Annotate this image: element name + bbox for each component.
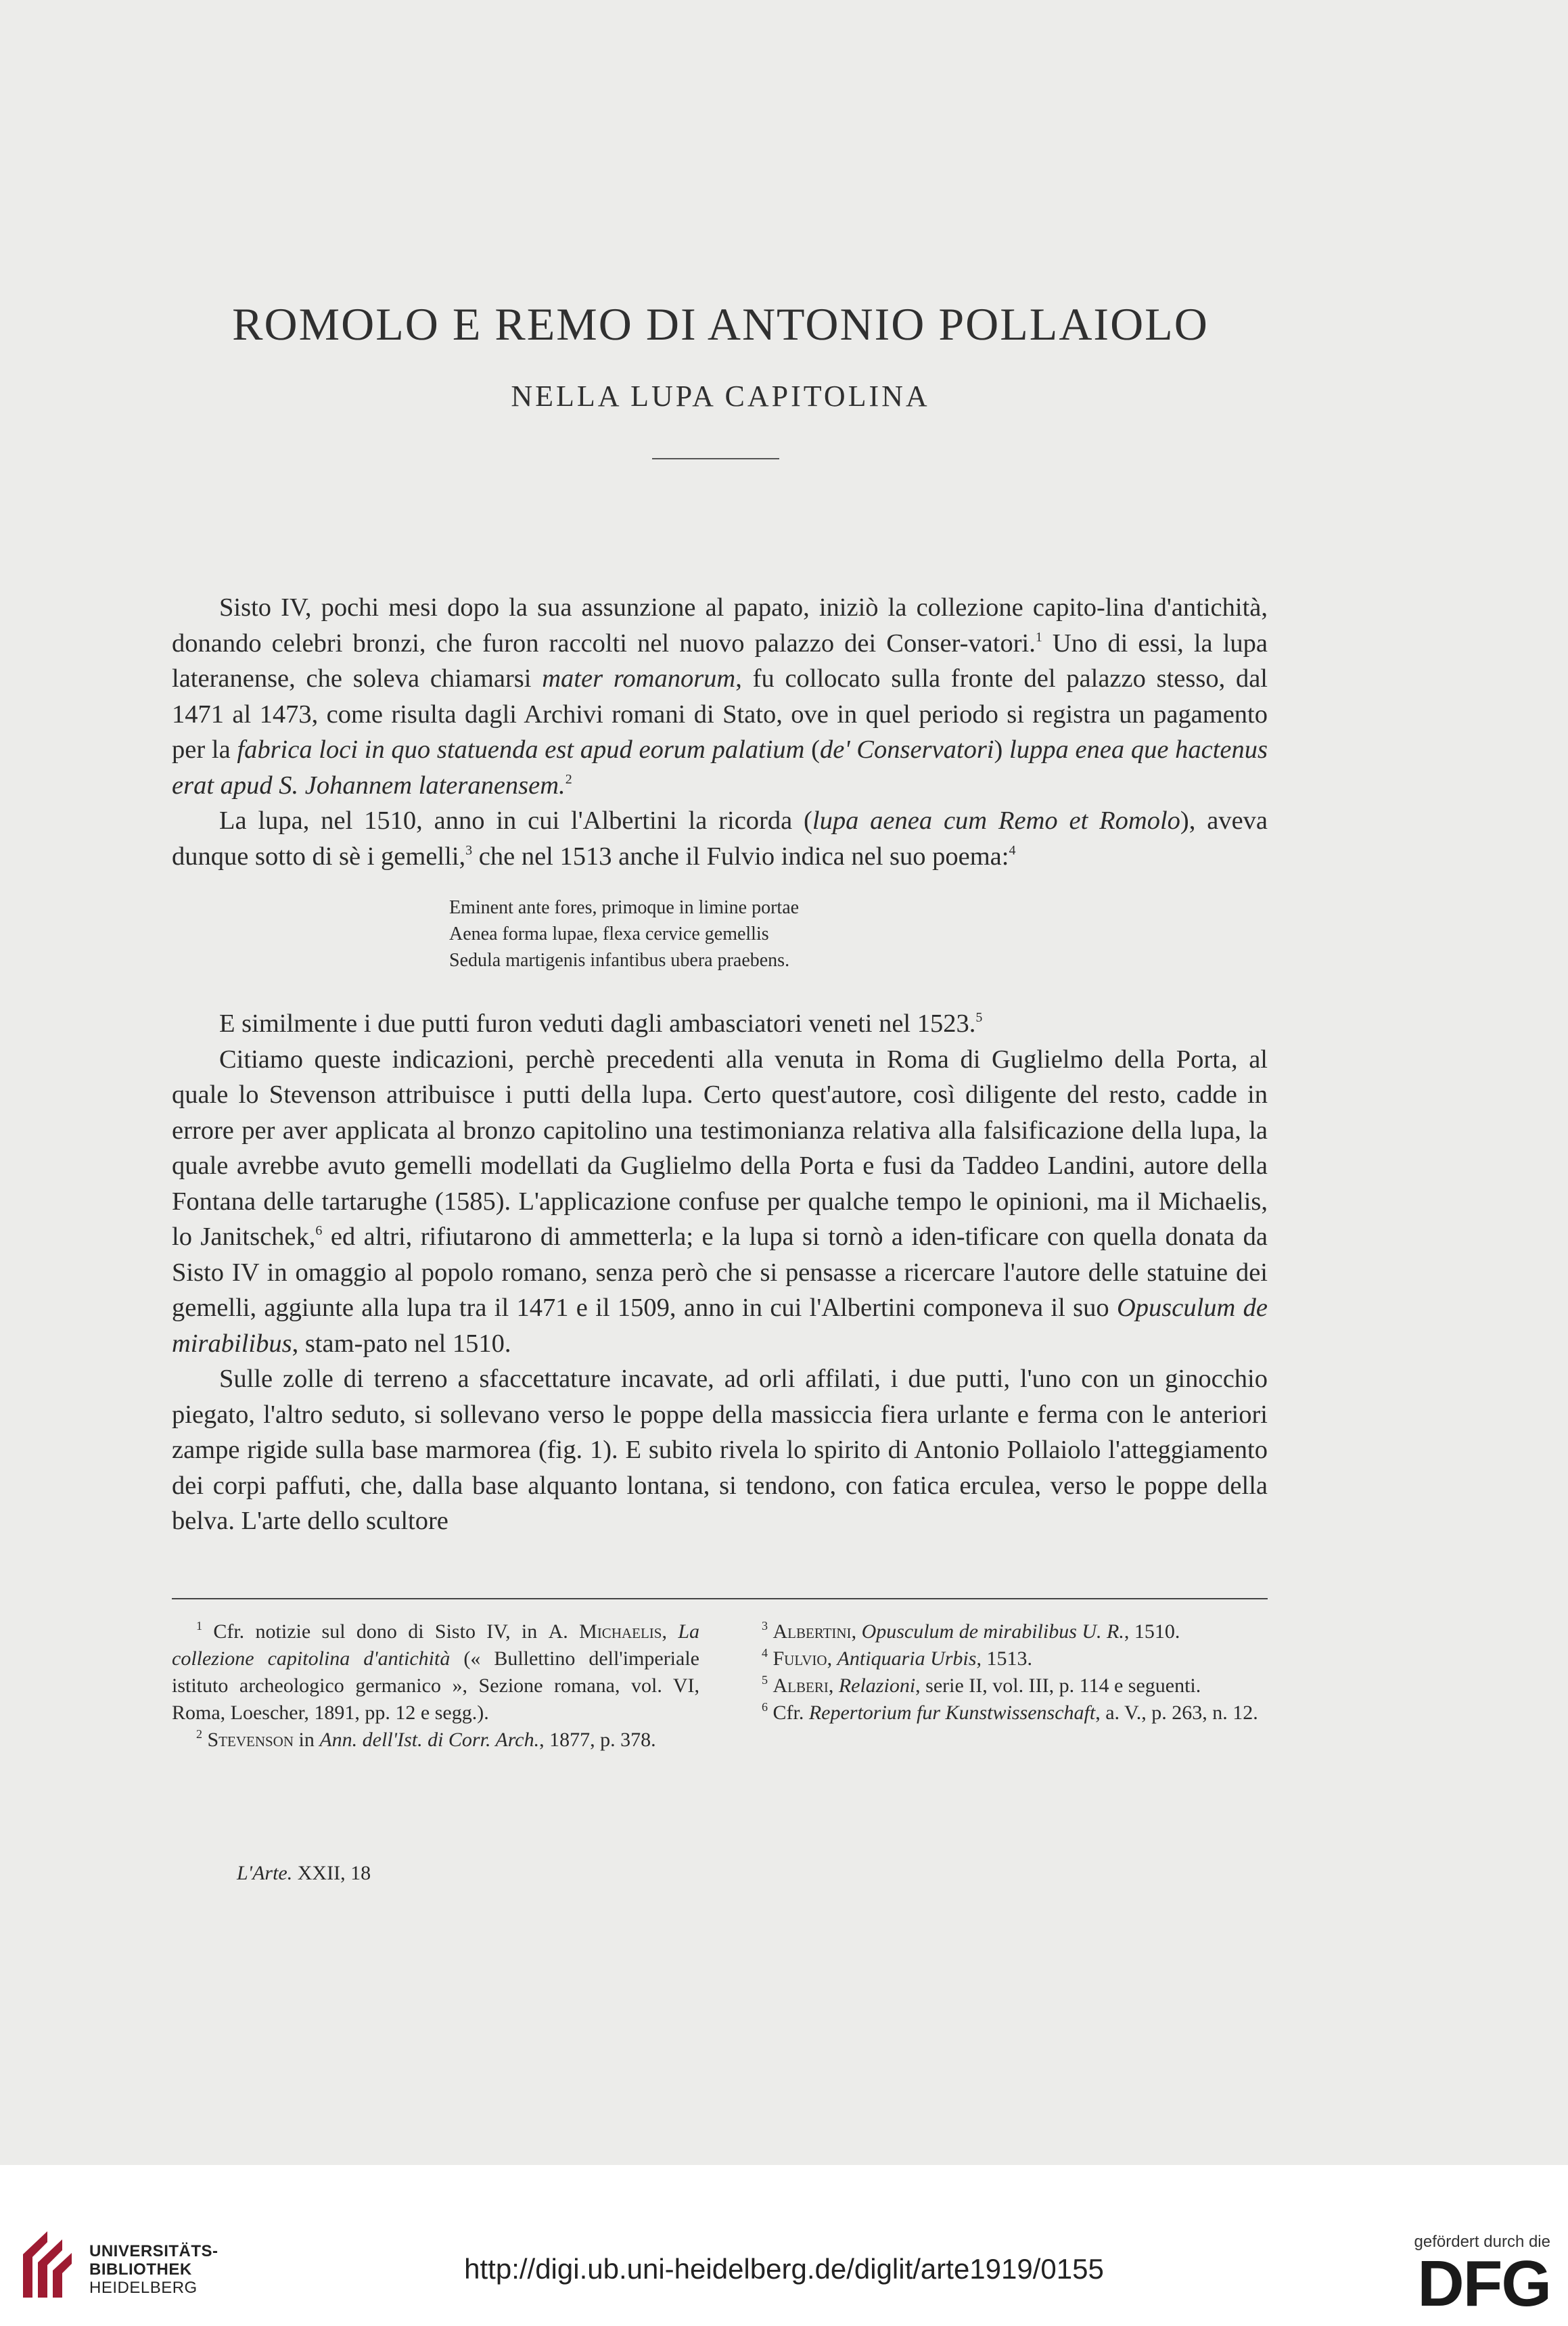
title-divider <box>652 458 779 459</box>
footnote-2: $^2$ Stevenson in Ann. dell'Ist. di Corr. Arch., 1877, p. 378. <box>196 1727 656 1751</box>
viewer-footer <box>0 2165 1568 2326</box>
footnotes-left <box>172 1618 699 1754</box>
article-subtitle: NELLA LUPA CAPITOLINA <box>511 380 930 413</box>
article-title: ROMOLO E REMO DI ANTONIO POLLAIOLO <box>232 298 1209 350</box>
article-body <box>172 590 1268 1539</box>
footnote-4: $^4$ Fulvio, Antiquaria Urbis, 1513. <box>762 1646 1032 1670</box>
verse-quote <box>449 894 1268 974</box>
footnote-ref-3: 3 <box>465 842 473 858</box>
footnote-ref-1: 1 <box>1035 629 1042 645</box>
verse-line: Aenea forma lupae, flexa cervice gemellis <box>449 923 769 944</box>
funding-caption: gefördert durch die <box>1414 2233 1550 2251</box>
footnotes-right <box>737 1618 1272 1727</box>
footnote-5: $^5$ Alberi, Relazioni, serie II, vol. III, p. 114 e seguenti. <box>762 1673 1201 1697</box>
verse-line: Sedula martigenis infantibus ubera praebens. <box>449 950 790 971</box>
paragraph-4: Citiamo queste indicazioni, perchè precedenti alla venuta in Roma di Guglielmo della Porta, al quale lo Stevenson attribuisce i putti della lupa. Certo quest'autore, così diligente del resto, cadde in errore per aver applicata al bronzo capitolino una testimonianza relativa alla falsificazione della lupa, la quale avrebbe avuto gemelli modellati da Guglielmo della Porta e fusi da Taddeo Landini, autore della Fontana delle tartarughe (1585). L'applicazione confuse per qualche tempo le opinioni, ma il Michaelis, lo Janitschek,$^6$ ed altri, rifiutarono di ammetterla; e la lupa si tornò a iden-tificare con quella donata da Sisto IV in omaggio al popolo romano, senza però che si pensasse a ricercare l'autore delle statuine dei gemelli, aggiunte alla lupa tra il 1471 e il 1509, anno in cui l'Albertini componeva il suo Opusculum de mirabilibus, stam-pato nel 1510. <box>172 1045 1268 1358</box>
dfg-logo-icon[interactable]: DFG <box>1417 2248 1550 2320</box>
footnote-ref-2: 2 <box>565 771 572 787</box>
paragraph-2: La lupa, nel 1510, anno in cui l'Albertini la ricorda (lupa aenea cum Remo et Romolo), aveva dunque sotto di sè i gemelli,$^3$ che nel 1513 anche il Fulvio indica nel suo poema:$^4$ <box>172 806 1268 871</box>
library-name[interactable]: UNIVERSITÄTS- BIBLIOTHEK HEIDELBERG <box>89 2242 218 2297</box>
paragraph-5: Sulle zolle di terreno a sfaccettature incavate, ad orli affilati, i due putti, l'uno con un ginocchio piegato, l'altro seduto, si sollevano verso le poppe della massiccia fiera urlante e ferma con le anteriori zampe rigide sulla base marmorea (fig. 1). E subito rivela lo spirito di Antonio Pollaiolo l'atteggiamento dei corpi paffuti, che, dalla base alquanto lontana, si tendono, con fatica erculea, verso le poppe della belva. L'arte dello scultore <box>172 1365 1268 1535</box>
permalink-url[interactable]: http://digi.ub.uni-heidelberg.de/diglit/arte1919/0155 <box>464 2253 1104 2285</box>
footnote-1: $^1$ Cfr. notizie sul dono di Sisto IV, in A. Michaelis, La collezione capitolina d'antichità (« Bullettino dell'imperiale istituto archeologico germanico », Sezione romana, vol. VI, Roma, Loescher, 1891, pp. 12 e segg.). <box>172 1619 700 1724</box>
footnote-divider <box>172 1598 1268 1599</box>
paragraph-1: Sisto IV, pochi mesi dopo la sua assunzione al papato, iniziò la collezione capito-lina d'antichità, donando celebri bronzi, che furon raccolti nel nuovo palazzo dei Conser-vatori.$^1$ Uno di essi, la lupa lateranense, che soleva chiamarsi mater romanorum, fu collocato sulla fronte del palazzo stesso, dal 1471 al 1473, come risulta dagli Archivi romani di Stato, ove in quel periodo si registra un pagamento per la fabrica loci in quo statuenda est apud eorum palatium (de' Conservatori) luppa enea que hactenus erat apud S. Johannem lateranensem.$^2$ <box>172 593 1268 800</box>
footnote-ref-4: 4 <box>1009 842 1016 858</box>
verse-line: Eminent ante fores, primoque in limine portae <box>449 897 800 918</box>
paragraph-3: E similmente i due putti furon veduti dagli ambasciatori veneti nel 1523.$^5$ <box>219 1009 983 1038</box>
footnote-ref-5: 5 <box>975 1010 983 1025</box>
footnote-ref-6: 6 <box>315 1223 323 1238</box>
signature-mark: L'Arte. XXII, 18 <box>237 1862 371 1884</box>
footnote-6: $^6$ Cfr. Repertorium fur Kunstwissenschaft, a. V., p. 263, n. 12. <box>762 1700 1258 1724</box>
footnote-3: $^3$ Albertini, Opusculum de mirabilibus U. R., 1510. <box>762 1619 1180 1643</box>
